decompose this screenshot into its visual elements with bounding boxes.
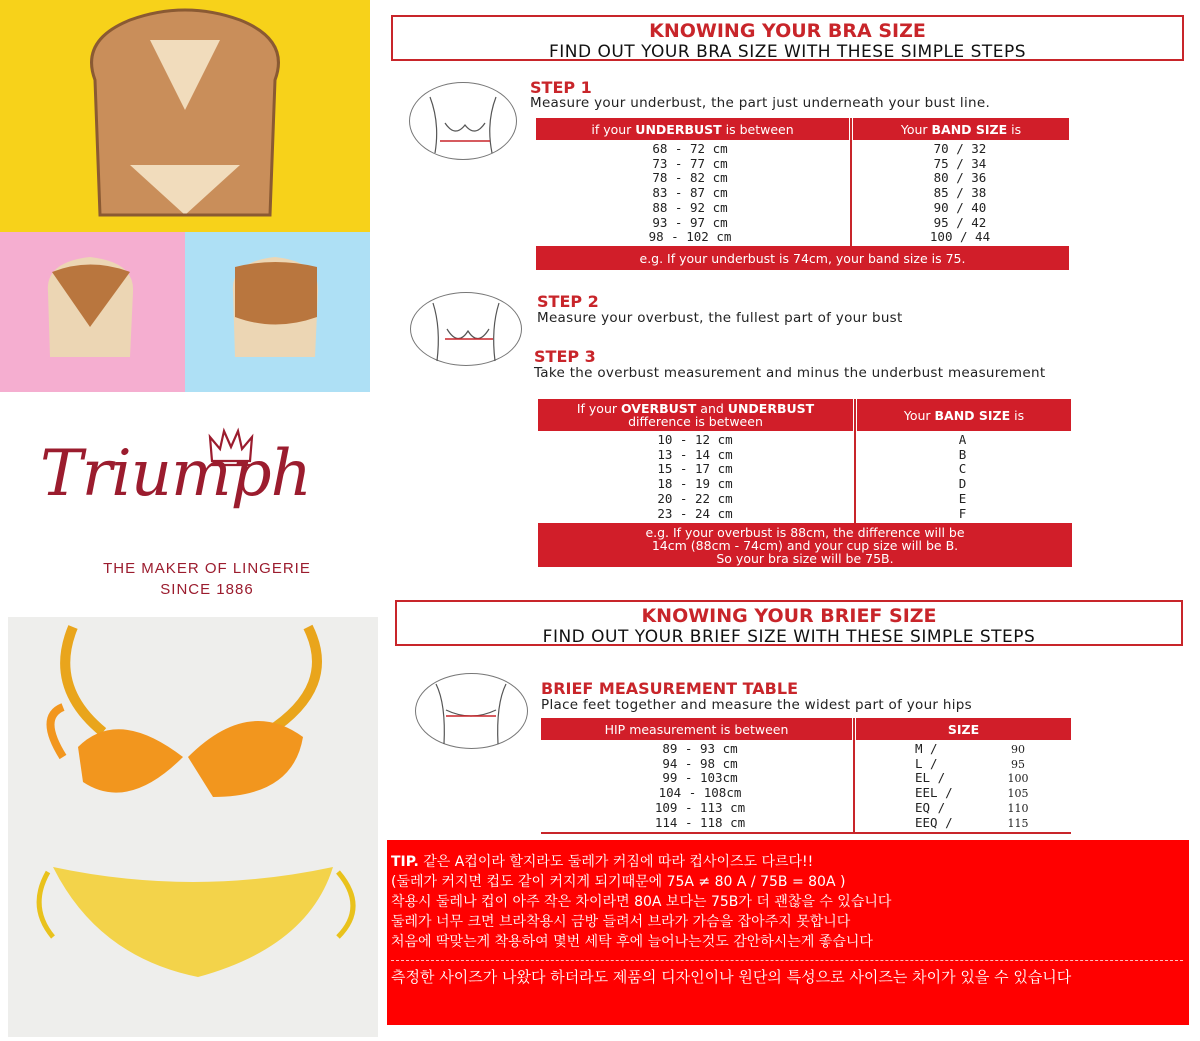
table-row: 114 - 118 cm (654, 814, 746, 830)
table-cell: 75 / 34 (933, 155, 987, 171)
table-cell: 105 (1007, 787, 1029, 801)
step1-desc: Measure your underbust, the part just underneath your bust line. (530, 95, 991, 111)
step1-example-note: e.g. If your underbust is 74cm, your band size is 75. (536, 246, 1069, 270)
tip-box (387, 840, 1189, 1025)
table-cell: B (958, 446, 967, 462)
orange-bikini-image (8, 617, 378, 1037)
underbust-ranges (600, 142, 780, 245)
bra-size-title: KNOWING YOUR BRA SIZE (649, 20, 926, 42)
toast-image-blue (185, 232, 370, 392)
brief-size-title: KNOWING YOUR BRIEF SIZE (641, 605, 937, 627)
bra-size-header (391, 15, 1184, 61)
underbust-diagram (409, 82, 517, 160)
table-cell: F (958, 505, 967, 521)
brief-size-col-header: SIZE (856, 718, 1071, 740)
table-divider (850, 118, 852, 246)
table-row: 93 - 97 cm (652, 214, 728, 230)
hip-ranges (610, 742, 790, 830)
step2-title: STEP 2 (537, 292, 599, 311)
table-cell: C (958, 461, 967, 477)
table-cell: A (958, 432, 967, 447)
band-sizes (900, 142, 1020, 245)
table-row: 78 - 82 cm (652, 170, 728, 186)
tip-line-2: (둘레가 커지면 컵도 같이 커지게 되기때문에 75A ≠ 80 A / 75B = 80A ) (391, 874, 846, 890)
table-cell: EEL / (915, 785, 953, 801)
table-cell: 95 / 42 (933, 214, 987, 230)
underbust-col-header: if your UNDERBUST is between (536, 118, 849, 140)
tip-divider (391, 960, 1183, 961)
table-row: 98 - 102 cm (648, 229, 732, 245)
toast-image-pink (0, 232, 185, 392)
table-cell: L / (915, 755, 938, 771)
table-cell: EL / (915, 770, 946, 786)
table-bottom-line (541, 832, 1071, 834)
table-cell: 100 (1007, 772, 1029, 786)
brand-logo: Triumph (40, 437, 311, 511)
difference-col-header: If your OVERBUST and UNDERBUST difference is between (538, 399, 853, 431)
difference-ranges (610, 433, 780, 521)
step3-example-note: e.g. If your overbust is 88cm, the difference will be 14cm (88cm - 74cm) and your cup size will be B. So your bra size will be 75B. (538, 523, 1072, 567)
table-row: 15 - 17 cm (657, 461, 733, 477)
tip-line-6: 측정한 사이즈가 나왔다 하더라도 제품의 디자인이나 원단의 특성으로 사이즈는 차이가 있을 수 있습니다 (391, 968, 1072, 986)
table-row: 83 - 87 cm (652, 185, 728, 201)
toast-bikini-image (0, 0, 370, 232)
table-row: 20 - 22 cm (657, 490, 733, 506)
step1-title: STEP 1 (530, 78, 592, 97)
table-row: 88 - 92 cm (652, 199, 728, 215)
band-size-col-header: Your BAND SIZE is (853, 118, 1069, 140)
tip-line-5: 처음에 딱맞는게 착용하여 몇번 세탁 후에 늘어나는것도 감안하시는게 좋습니다 (391, 934, 873, 950)
table-cell: 95 (1011, 757, 1025, 771)
cup-sizes (940, 433, 985, 521)
cup-size-col-header: Your BAND SIZE is (857, 399, 1071, 431)
table-row: 109 - 113 cm (654, 799, 746, 815)
brief-table-title: BRIEF MEASUREMENT TABLE (541, 679, 798, 698)
tip-line-3: 착용시 둘레나 컵이 아주 작은 차이라면 80A 보다는 75B가 더 괜찮을 수 있습니다 (391, 894, 892, 910)
table-cell: E (958, 490, 967, 506)
table-cell: M / (915, 741, 938, 756)
table-row: 99 - 103cm (662, 770, 738, 786)
table-cell: EEQ / (915, 814, 953, 830)
table-row: 94 - 98 cm (662, 755, 738, 771)
table-cell: 90 / 40 (933, 199, 987, 215)
table-row: 23 - 24 cm (657, 505, 733, 521)
step3-title: STEP 3 (534, 347, 596, 366)
brief-sizes (915, 742, 985, 830)
brand-tagline: THE MAKER OF LINGERIE SINCE 1886 (103, 560, 311, 598)
brief-size-numbers (998, 743, 1038, 831)
tip-line-4: 둘레가 너무 크면 브라착용시 금방 들려서 브라가 가슴을 잡아주지 못합니다 (391, 914, 851, 930)
table-cell: 110 (1007, 801, 1029, 815)
step3-desc: Take the overbust measurement and minus the underbust measurement (534, 365, 1046, 381)
brief-size-header (395, 600, 1183, 646)
table-row: 89 - 93 cm (662, 741, 738, 756)
table-row: 68 - 72 cm (652, 141, 728, 156)
table-cell: 90 (1011, 743, 1025, 756)
table-cell: EQ / (915, 799, 946, 815)
hip-col-header: HIP measurement is between (541, 718, 852, 740)
hip-diagram (415, 673, 528, 749)
table-cell: 100 / 44 (929, 229, 991, 245)
brief-desc: Place feet together and measure the widest part of your hips (541, 697, 972, 713)
table-cell: 115 (1007, 816, 1029, 830)
table-row: 73 - 77 cm (652, 155, 728, 171)
table-divider (853, 718, 855, 833)
brief-size-subtitle: FIND OUT YOUR BRIEF SIZE WITH THESE SIMPLE STEPS (542, 627, 1036, 647)
table-divider (854, 399, 856, 523)
overbust-diagram (410, 292, 522, 366)
table-row: 104 - 108cm (658, 785, 742, 801)
bra-size-subtitle: FIND OUT YOUR BRA SIZE WITH THESE SIMPLE STEPS (548, 42, 1027, 62)
table-row: 13 - 14 cm (657, 446, 733, 462)
table-row: 10 - 12 cm (657, 432, 733, 447)
tip-line-1: TIP. 같은 A컵이라 할지라도 둘레가 커짐에 따라 컵사이즈도 다르다!! (391, 854, 814, 870)
table-cell: D (958, 476, 967, 492)
table-row: 18 - 19 cm (657, 476, 733, 492)
step2-desc: Measure your overbust, the fullest part of your bust (537, 310, 903, 326)
table-cell: 70 / 32 (933, 141, 987, 156)
table-cell: 80 / 36 (933, 170, 987, 186)
table-cell: 85 / 38 (933, 185, 987, 201)
